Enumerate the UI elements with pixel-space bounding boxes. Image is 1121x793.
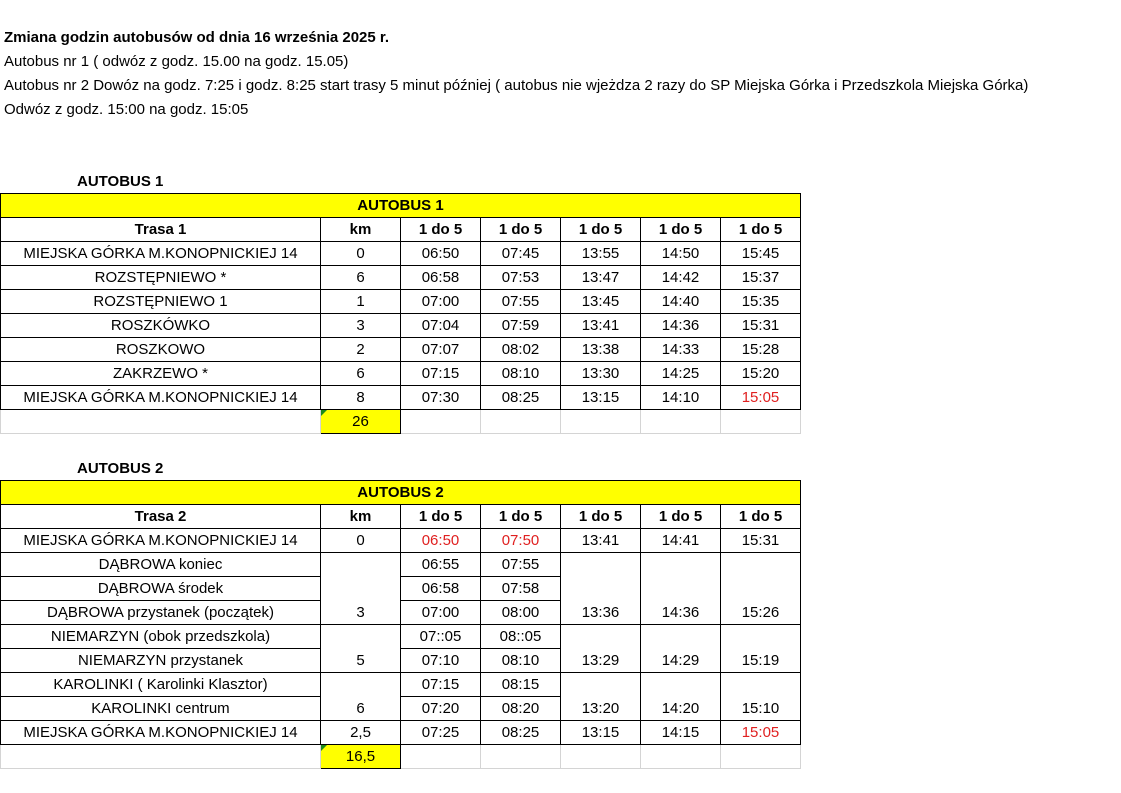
bus2-header-row (1, 505, 801, 529)
time-cell: 14:40 (641, 290, 721, 314)
time-cell: 13:55 (561, 242, 641, 266)
table-row (1, 338, 801, 362)
time-cell: 07:55 (481, 553, 561, 577)
time-cell: 07:15 (401, 362, 481, 386)
km-cell: 3 (321, 314, 401, 338)
time-cell: 07:53 (481, 266, 561, 290)
notice-line-bus1: Autobus nr 1 ( odwóz z godz. 15.00 na godz. 15.05) (4, 53, 349, 70)
time-cell: 06:50 (401, 242, 481, 266)
empty-cell (561, 410, 641, 434)
time-cell: 08::05 (481, 625, 561, 649)
km-cell: 6 (321, 266, 401, 290)
empty-cell (1, 410, 321, 434)
empty-cell (1, 745, 321, 769)
time-cell: 08:20 (481, 697, 561, 721)
stop-name: DĄBROWA przystanek (początek) (1, 601, 321, 625)
bus1-label: AUTOBUS 1 (77, 173, 164, 190)
km-cell (321, 625, 401, 649)
km-cell: 2 (321, 338, 401, 362)
stop-name: ROSZKÓWKO (1, 314, 321, 338)
stop-name: DĄBROWA koniec (1, 553, 321, 577)
bus2-total-km: 16,5 (321, 745, 401, 769)
time-cell: 07:04 (401, 314, 481, 338)
bus1-header-time: 1 do 5 (401, 218, 481, 242)
bus2-header-time: 1 do 5 (721, 505, 801, 529)
empty-cell (641, 745, 721, 769)
table-row (1, 362, 801, 386)
time-cell: 08:02 (481, 338, 561, 362)
notice-line-bus2: Autobus nr 2 Dowóz na godz. 7:25 i godz. 8:25 start trasy 5 minut później ( autobus nie wjeżdza 2 razy do SP Miejska Górka i Przedszkola Miejska Górka) (4, 77, 1029, 94)
bus1-header-time: 1 do 5 (641, 218, 721, 242)
bus2-table (0, 480, 801, 769)
changed-time-cell: 15:05 (721, 386, 801, 410)
time-cell: 15:10 (721, 697, 801, 721)
stop-name: MIEJSKA GÓRKA M.KONOPNICKIEJ 14 (1, 721, 321, 745)
bus2-header-time: 1 do 5 (401, 505, 481, 529)
bus2-header-km: km (321, 505, 401, 529)
bus1-total-row (1, 410, 801, 434)
time-cell: 08:10 (481, 649, 561, 673)
time-cell: 13:15 (561, 721, 641, 745)
time-cell (561, 553, 641, 577)
stop-name: ROZSTĘPNIEWO 1 (1, 290, 321, 314)
time-cell: 14:36 (641, 601, 721, 625)
table-row (1, 242, 801, 266)
empty-cell (401, 745, 481, 769)
stop-name: MIEJSKA GÓRKA M.KONOPNICKIEJ 14 (1, 529, 321, 553)
bus1-header-row (1, 218, 801, 242)
table-row (1, 625, 801, 649)
time-cell: 15:31 (721, 529, 801, 553)
time-cell: 07:59 (481, 314, 561, 338)
stop-name: NIEMARZYN (obok przedszkola) (1, 625, 321, 649)
bus1-total-km: 26 (321, 410, 401, 434)
time-cell: 15:20 (721, 362, 801, 386)
time-cell: 07:15 (401, 673, 481, 697)
time-cell: 06:58 (401, 577, 481, 601)
stop-name: MIEJSKA GÓRKA M.KONOPNICKIEJ 14 (1, 386, 321, 410)
bus1-header-time: 1 do 5 (721, 218, 801, 242)
time-cell (561, 625, 641, 649)
time-cell (641, 625, 721, 649)
table-row (1, 673, 801, 697)
time-cell: 07:20 (401, 697, 481, 721)
time-cell: 06:58 (401, 266, 481, 290)
time-cell (561, 673, 641, 697)
time-cell: 07::05 (401, 625, 481, 649)
km-cell (321, 553, 401, 577)
time-cell: 13:30 (561, 362, 641, 386)
table-row (1, 577, 801, 601)
time-cell: 07:00 (401, 290, 481, 314)
time-cell: 13:15 (561, 386, 641, 410)
bus1-header-km: km (321, 218, 401, 242)
time-cell: 06:55 (401, 553, 481, 577)
table-row (1, 721, 801, 745)
changed-time-cell: 15:05 (721, 721, 801, 745)
time-cell: 14:15 (641, 721, 721, 745)
km-cell: 6 (321, 362, 401, 386)
changed-time-cell: 06:50 (401, 529, 481, 553)
time-cell: 07:10 (401, 649, 481, 673)
time-cell (561, 577, 641, 601)
time-cell (721, 625, 801, 649)
time-cell: 14:36 (641, 314, 721, 338)
stop-name: NIEMARZYN przystanek (1, 649, 321, 673)
time-cell: 08:10 (481, 362, 561, 386)
bus2-banner: AUTOBUS 2 (1, 481, 801, 505)
bus2-label: AUTOBUS 2 (77, 460, 164, 477)
time-cell: 13:38 (561, 338, 641, 362)
empty-cell (481, 410, 561, 434)
table-row (1, 529, 801, 553)
time-cell: 14:29 (641, 649, 721, 673)
km-cell (321, 673, 401, 697)
km-cell: 5 (321, 649, 401, 673)
table-row (1, 649, 801, 673)
time-cell: 07:55 (481, 290, 561, 314)
time-cell: 13:29 (561, 649, 641, 673)
bus1-banner: AUTOBUS 1 (1, 194, 801, 218)
km-cell: 1 (321, 290, 401, 314)
km-cell: 0 (321, 242, 401, 266)
time-cell (641, 577, 721, 601)
time-cell: 08:00 (481, 601, 561, 625)
time-cell (641, 553, 721, 577)
bus2-header-trasa: Trasa 2 (1, 505, 321, 529)
time-cell: 14:25 (641, 362, 721, 386)
stop-name: DĄBROWA środek (1, 577, 321, 601)
notice-line-return: Odwóz z godz. 15:00 na godz. 15:05 (4, 101, 249, 118)
time-cell (721, 553, 801, 577)
time-cell: 07:30 (401, 386, 481, 410)
table-row (1, 314, 801, 338)
time-cell: 08:25 (481, 721, 561, 745)
bus1-table (0, 193, 801, 434)
time-cell: 15:31 (721, 314, 801, 338)
stop-name: ROSZKOWO (1, 338, 321, 362)
time-cell: 15:26 (721, 601, 801, 625)
changed-time-cell: 07:50 (481, 529, 561, 553)
bus1-header-time: 1 do 5 (561, 218, 641, 242)
time-cell: 14:20 (641, 697, 721, 721)
bus2-header-time: 1 do 5 (481, 505, 561, 529)
time-cell (641, 673, 721, 697)
time-cell: 13:20 (561, 697, 641, 721)
time-cell: 15:37 (721, 266, 801, 290)
time-cell: 07:07 (401, 338, 481, 362)
empty-cell (721, 410, 801, 434)
km-cell: 0 (321, 529, 401, 553)
stop-name: ROZSTĘPNIEWO * (1, 266, 321, 290)
time-cell: 07:00 (401, 601, 481, 625)
stop-name: MIEJSKA GÓRKA M.KONOPNICKIEJ 14 (1, 242, 321, 266)
empty-cell (561, 745, 641, 769)
time-cell: 14:41 (641, 529, 721, 553)
stop-name: KAROLINKI ( Karolinki Klasztor) (1, 673, 321, 697)
time-cell: 13:45 (561, 290, 641, 314)
table-row (1, 601, 801, 625)
time-cell (721, 577, 801, 601)
stop-name: ZAKRZEWO * (1, 362, 321, 386)
time-cell: 07:45 (481, 242, 561, 266)
table-row (1, 266, 801, 290)
time-cell: 13:41 (561, 529, 641, 553)
empty-cell (721, 745, 801, 769)
time-cell: 15:19 (721, 649, 801, 673)
bus1-header-trasa: Trasa 1 (1, 218, 321, 242)
time-cell: 14:50 (641, 242, 721, 266)
bus2-header-time: 1 do 5 (561, 505, 641, 529)
km-cell: 2,5 (321, 721, 401, 745)
time-cell: 14:10 (641, 386, 721, 410)
time-cell: 13:41 (561, 314, 641, 338)
time-cell: 15:45 (721, 242, 801, 266)
table-row (1, 386, 801, 410)
time-cell: 07:25 (401, 721, 481, 745)
time-cell: 13:36 (561, 601, 641, 625)
table-row (1, 553, 801, 577)
empty-cell (641, 410, 721, 434)
stop-name: KAROLINKI centrum (1, 697, 321, 721)
empty-cell (481, 745, 561, 769)
time-cell: 07:58 (481, 577, 561, 601)
km-cell (321, 577, 401, 601)
time-cell: 14:42 (641, 266, 721, 290)
notice-title: Zmiana godzin autobusów od dnia 16 września 2025 r. (4, 29, 390, 46)
time-cell: 08:15 (481, 673, 561, 697)
time-cell: 15:35 (721, 290, 801, 314)
bus1-header-time: 1 do 5 (481, 218, 561, 242)
table-row (1, 697, 801, 721)
time-cell: 13:47 (561, 266, 641, 290)
bus2-total-row (1, 745, 801, 769)
table-row (1, 290, 801, 314)
time-cell: 14:33 (641, 338, 721, 362)
time-cell: 15:28 (721, 338, 801, 362)
bus2-header-time: 1 do 5 (641, 505, 721, 529)
empty-cell (401, 410, 481, 434)
time-cell: 08:25 (481, 386, 561, 410)
km-cell: 6 (321, 697, 401, 721)
km-cell: 3 (321, 601, 401, 625)
km-cell: 8 (321, 386, 401, 410)
time-cell (721, 673, 801, 697)
